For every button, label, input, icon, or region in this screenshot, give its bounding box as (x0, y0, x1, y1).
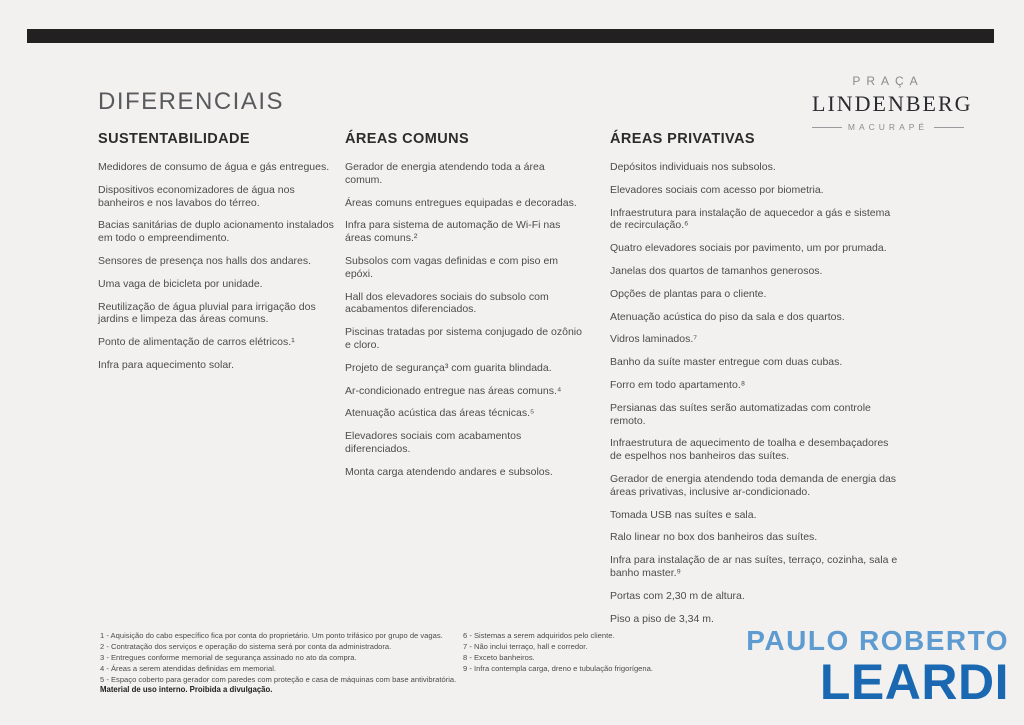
feature-item: Atenuação acústica das áreas técnicas.⁵ (345, 407, 535, 420)
page-title: DIFERENCIAIS (98, 88, 285, 115)
column-sustentabilidade (98, 131, 340, 382)
footnote: 1 - Aquisição do cabo específico fica por conta do proprietário. Um ponto trifásico por grupo de vagas. (100, 631, 443, 640)
brand-lindenberg-text: LINDENBERG (812, 91, 973, 116)
column-items (610, 161, 902, 625)
feature-item: Infra para instalação de ar nas suítes, terraço, cozinha, sala e banho master.⁹ (610, 554, 898, 579)
feature-item: Gerador de energia atendendo toda a área comum. (345, 161, 545, 186)
footnote: 3 - Entregues conforme memorial de segurança assinado no ato da compra. (100, 653, 357, 663)
feature-item: Portas com 2,30 m de altura. (610, 589, 745, 602)
lindenberg-logo (812, 74, 973, 132)
column-areas-comuns (345, 131, 583, 489)
feature-item: Piscinas tratadas por sistema conjugado de ozônio e cloro. (345, 326, 582, 351)
column-areas-privativas (610, 131, 902, 635)
column-header: ÁREAS COMUNS (345, 131, 470, 147)
feature-item: Subsolos com vagas definidas e com piso em epóxi. (345, 254, 559, 280)
brand-rule-left (812, 127, 842, 128)
column-items (98, 161, 340, 372)
feature-item: Vidros laminados.⁷ (610, 333, 698, 346)
footnote: 2 - Contratação dos serviços e operação do sistema será por conta da administradora. (100, 642, 392, 652)
brand-rule-right (934, 127, 964, 128)
agency-name-top: PAULO ROBERTO (746, 625, 1009, 656)
feature-item: Sensores de presença nos halls dos andares. (98, 254, 312, 267)
feature-item: Infra para aquecimento solar. (98, 358, 234, 371)
feature-item: Hall dos elevadores sociais do subsolo com acabamentos diferenciados. (345, 290, 549, 316)
feature-item: Infraestrutura de aquecimento de toalha e desembaçadores de espelhos nos banheiros das suítes. (610, 437, 889, 463)
brand-macurape-text: MACURAPÉ (847, 122, 929, 132)
footnote: 8 - Exceto banheiros. (463, 653, 535, 663)
feature-item: Dispositivos economizadores de água nos banheiros e nos lavabos do térreo. (98, 183, 295, 209)
feature-item: Monta carga atendendo andares e subsolos. (345, 465, 553, 478)
feature-item: Tomada USB nas suítes e sala. (610, 508, 757, 521)
agency-name-bottom: LEARDI (819, 654, 1009, 710)
feature-item: Bacias sanitárias de duplo acionamento instalados em todo o empreendimento. (98, 219, 334, 245)
footnote: 9 - Infra contempla carga, dreno e tubulação frigorígena. (463, 664, 653, 674)
footnote: 4 - Áreas a serem atendidas definidas em memorial. (100, 664, 277, 674)
leardi-logo (746, 625, 1009, 710)
footnote: 5 - Espaço coberto para gerador com paredes com proteção e casa de máquinas com base antivibratória. (100, 675, 457, 685)
feature-item: Janelas dos quartos de tamanhos generosos. (610, 264, 823, 277)
feature-item: Banho da suíte master entregue com duas cubas. (610, 356, 843, 369)
feature-item: Ar-condicionado entregue nas áreas comuns.⁴ (345, 384, 562, 397)
feature-item: Elevadores sociais com acesso por biometria. (610, 183, 824, 196)
footnote: 6 - Sistemas a serem adquiridos pelo cliente. (463, 631, 615, 640)
feature-item: Quatro elevadores sociais por pavimento, um por prumada. (610, 242, 887, 255)
footnotes-left (100, 632, 460, 687)
footnotes-right (463, 632, 763, 676)
column-items (345, 161, 583, 479)
feature-item: Reutilização de água pluvial para irrigação dos jardins e limpeza das áreas comuns. (98, 300, 316, 326)
feature-item: Forro em todo apartamento.⁸ (610, 378, 746, 391)
top-divider-bar (27, 29, 994, 43)
feature-item: Infra para sistema de automação de Wi-Fi nas áreas comuns.² (345, 219, 561, 245)
feature-item: Elevadores sociais com acabamentos diferenciados. (345, 430, 522, 455)
feature-item: Persianas das suítes serão automatizadas com controle remoto. (610, 401, 871, 427)
feature-item: Projeto de segurança³ com guarita blindada. (345, 361, 552, 374)
column-header: ÁREAS PRIVATIVAS (610, 131, 755, 147)
feature-item: Depósitos individuais nos subsolos. (610, 161, 776, 173)
feature-item: Gerador de energia atendendo toda demanda de energia das áreas privativas, inclusive ar-condicionado. (610, 472, 897, 498)
feature-item: Ralo linear no box dos banheiros das suítes. (610, 531, 818, 544)
brand-praca-text: PRAÇA (852, 74, 924, 88)
feature-item: Uma vaga de bicicleta por unidade. (98, 277, 263, 290)
feature-item: Opções de plantas para o cliente. (610, 287, 767, 300)
feature-item: Atenuação acústica do piso da sala e dos quartos. (610, 310, 845, 323)
feature-item: Ponto de alimentação de carros elétricos.¹ (98, 336, 295, 349)
column-header: SUSTENTABILIDADE (98, 131, 250, 147)
internal-use-disclaimer: Material de uso interno. Proibida a divulgação. (100, 685, 273, 694)
footnote: 7 - Não inclui terraço, hall e corredor. (463, 642, 588, 652)
feature-item: Infraestrutura para instalação de aquecedor a gás e sistema de recirculação.⁶ (610, 206, 891, 232)
feature-item: Medidores de consumo de água e gás entregues. (98, 161, 330, 173)
feature-item: Piso a piso de 3,34 m. (610, 612, 714, 625)
feature-item: Áreas comuns entregues equipadas e decoradas. (345, 196, 577, 209)
